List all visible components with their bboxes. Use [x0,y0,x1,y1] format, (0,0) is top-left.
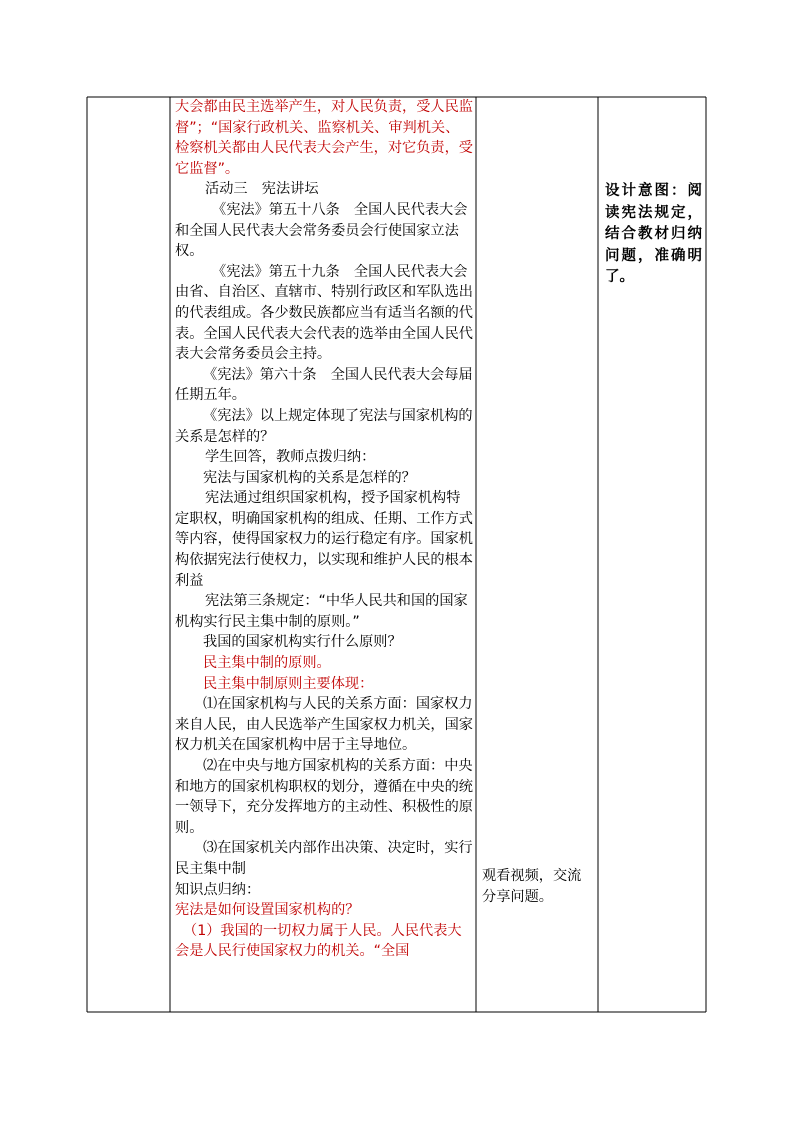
design-intent-cell: 设计意图：阅读宪法规定，结合教材归纳问题，准确明了。 [605,183,702,285]
content-paragraph: 大会都由民主选举产生，对人民负责，受人民监督”；“国家行政机关、监察机关、审判机关、检察机关都由人民代表大会产生，对它负责，受它监督”。 [175,99,473,177]
lesson-content-cell [175,97,473,962]
content-paragraph: 《宪法》第五十八条 全国人民代表大会和全国人民代表大会常务委员会行使国家立法权。 [175,201,468,260]
content-paragraph: 宪法是如何设置国家机构的？ [175,902,360,919]
content-paragraph: 宪法第三条规定：“中华人民共和国的国家机构实行民主集中制的原则。” [175,593,468,630]
content-paragraph: 宪法与国家机构的关系是怎样的？ [203,469,416,486]
col1-cell [88,98,169,1011]
content-paragraph: 民主集中制的原则。 [203,655,331,672]
content-paragraph: ⑵在中央与地方国家机构的关系方面：中央和地方的国家机构职权的划分，遵循在中央的统一领导下，充分发挥地方的主动性、积极性的原则。 [175,758,473,836]
content-paragraph: 《宪法》第五十九条 全国人民代表大会由省、自治区、直辖市、特别行政区和军队选出的代表组成。各少数民族都应当有适当名额的代表。全国人民代表大会代表的选举由全国人民代表大会常务委员会主持。 [175,263,473,363]
content-paragraph: 《宪法》以上规定体现了宪法与国家机构的关系是怎样的？ [175,407,473,445]
content-paragraph: 活动三 宪法讲坛 [205,181,319,198]
content-paragraph: 《宪法》第六十条 全国人民代表大会每届任期五年。 [175,366,473,404]
content-paragraph: 宪法通过组织国家机构，授予国家机构特定职权，明确国家机构的组成、任期、工作方式等内容，使得国家权力的运行稳定有序。国家机构依据宪法行使权力，以实现和维护人民的根本利益 [175,490,473,589]
content-paragraph: ⑴在国家机构与人民的关系方面：国家权力来自人民，由人民选举产生国家权力机关，国家权力机关在国家机构中居于主导地位。 [175,696,473,754]
content-paragraph: ⑶在国家机关内部作出决策、决定时，实行民主集中制 [175,840,473,877]
content-paragraph: （1）我国的一切权力属于人民。人民代表大会是人民行使国家权力的机关。“全国 [175,922,462,960]
student-activity-cell: 观看视频，交流分享问题。 [482,868,582,905]
content-paragraph: 知识点归纳： [175,881,261,898]
content-paragraph: 我国的国家机构实行什么原则？ [203,634,402,651]
content-paragraph: 学生回答，教师点拨归纳： [205,449,376,466]
content-paragraph: 民主集中制原则主要体现： [203,675,374,692]
